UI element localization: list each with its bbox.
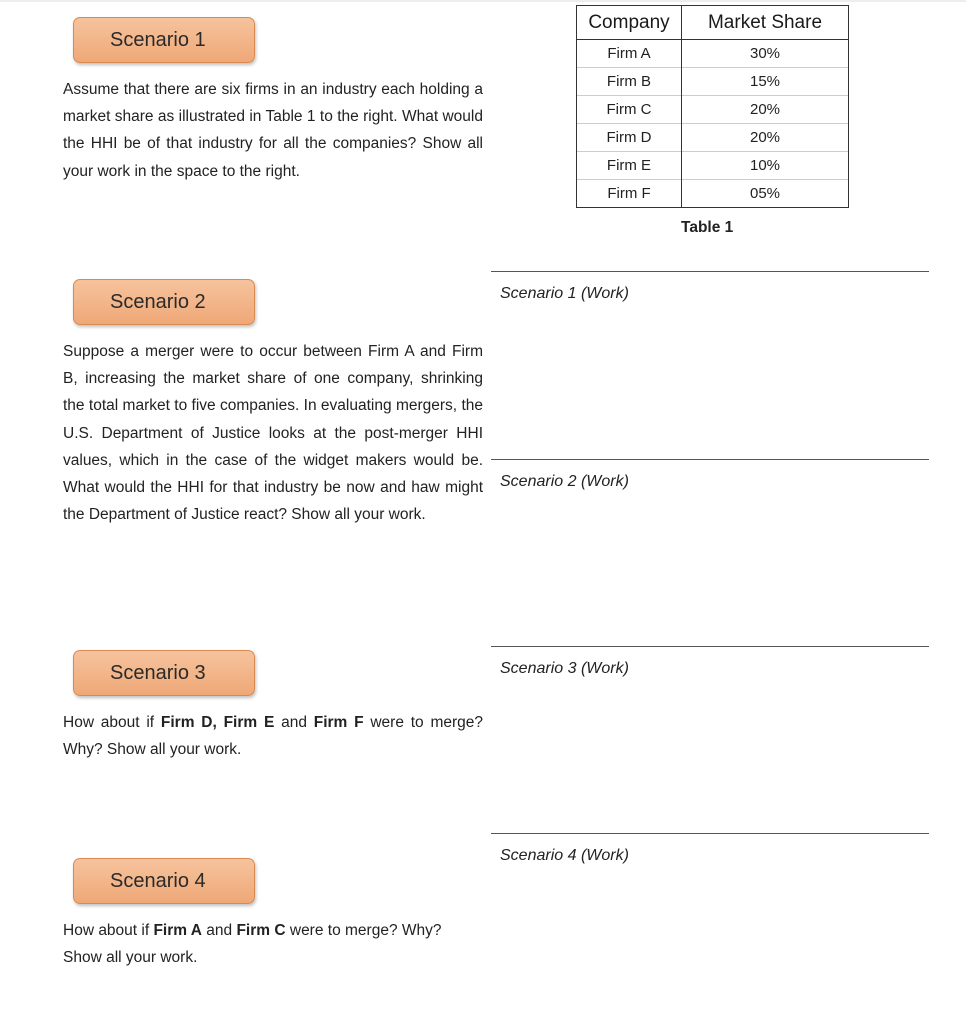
share-cell: 20% [682, 96, 849, 124]
firm-c-emphasis: Firm C [236, 922, 286, 939]
share-cell: 30% [682, 40, 849, 68]
prompt-text: were to merge? Why? Show all your work. [63, 714, 484, 759]
page-top-edge [0, 0, 966, 2]
table-header-row [577, 6, 849, 40]
market-share-table [576, 5, 849, 208]
scenario-4-prompt [63, 917, 483, 971]
share-cell: 15% [682, 68, 849, 96]
company-cell: Firm A [577, 40, 682, 68]
table-row [577, 68, 849, 96]
table-row [577, 124, 849, 152]
table-row [577, 40, 849, 68]
scenario-2-badge: Scenario 2 [73, 279, 255, 325]
firm-a-emphasis: Firm A [153, 922, 202, 939]
scenario-2-work-label: Scenario 2 (Work) [500, 473, 629, 490]
company-cell: Firm E [577, 152, 682, 180]
company-cell: Firm F [577, 180, 682, 208]
table-caption: Table 1 [681, 219, 734, 236]
share-cell: 10% [682, 152, 849, 180]
firm-d-emphasis: Firm D, [160, 714, 217, 731]
scenario-3-badge: Scenario 3 [73, 650, 255, 696]
company-cell: Firm B [577, 68, 682, 96]
prompt-text: How about if [63, 922, 154, 939]
share-cell: 20% [682, 124, 849, 152]
scenario-1-work-label: Scenario 1 (Work) [500, 285, 629, 302]
company-cell: Firm D [577, 124, 682, 152]
work-divider [491, 833, 929, 834]
firm-f-emphasis: Firm F [313, 714, 364, 731]
scenario-3-prompt [63, 709, 483, 763]
table-row [577, 152, 849, 180]
company-cell: Firm C [577, 96, 682, 124]
scenario-1-badge: Scenario 1 [73, 17, 255, 63]
scenario-1-prompt: Assume that there are six firms in an industry each holding a market share as illustrated in Table 1 to the right. What would the HHI be of that industry for all the companies? Show all your work in the space to the right. [63, 81, 483, 180]
prompt-text: and [274, 714, 314, 731]
column-header-company: Company [577, 6, 682, 40]
prompt-text: were to merge? Why? Show all your work. [63, 922, 442, 967]
scenario-3-work-label: Scenario 3 (Work) [500, 660, 629, 677]
share-cell: 05% [682, 180, 849, 208]
column-header-market-share: Market Share [682, 6, 849, 40]
scenario-4-badge: Scenario 4 [73, 858, 255, 904]
firm-e-emphasis: Firm E [223, 714, 275, 731]
work-divider [491, 646, 929, 647]
prompt-text: How about if [63, 714, 161, 731]
table-row [577, 180, 849, 208]
table-row [577, 96, 849, 124]
work-divider [491, 459, 929, 460]
scenario-2-prompt: Suppose a merger were to occur between Firm A and Firm B, increasing the market share of one company, shrinking the total market to five companies. In evaluating mergers, the U.S. Department of Justice looks at the post-merger HHI values, which in the case of the widget makers would be. What would the HHI for that industry be now and haw might the Department of Justice react? Show all your work. [63, 343, 483, 524]
work-divider [491, 271, 929, 272]
prompt-text: and [201, 922, 237, 939]
scenario-4-work-label: Scenario 4 (Work) [500, 847, 629, 864]
